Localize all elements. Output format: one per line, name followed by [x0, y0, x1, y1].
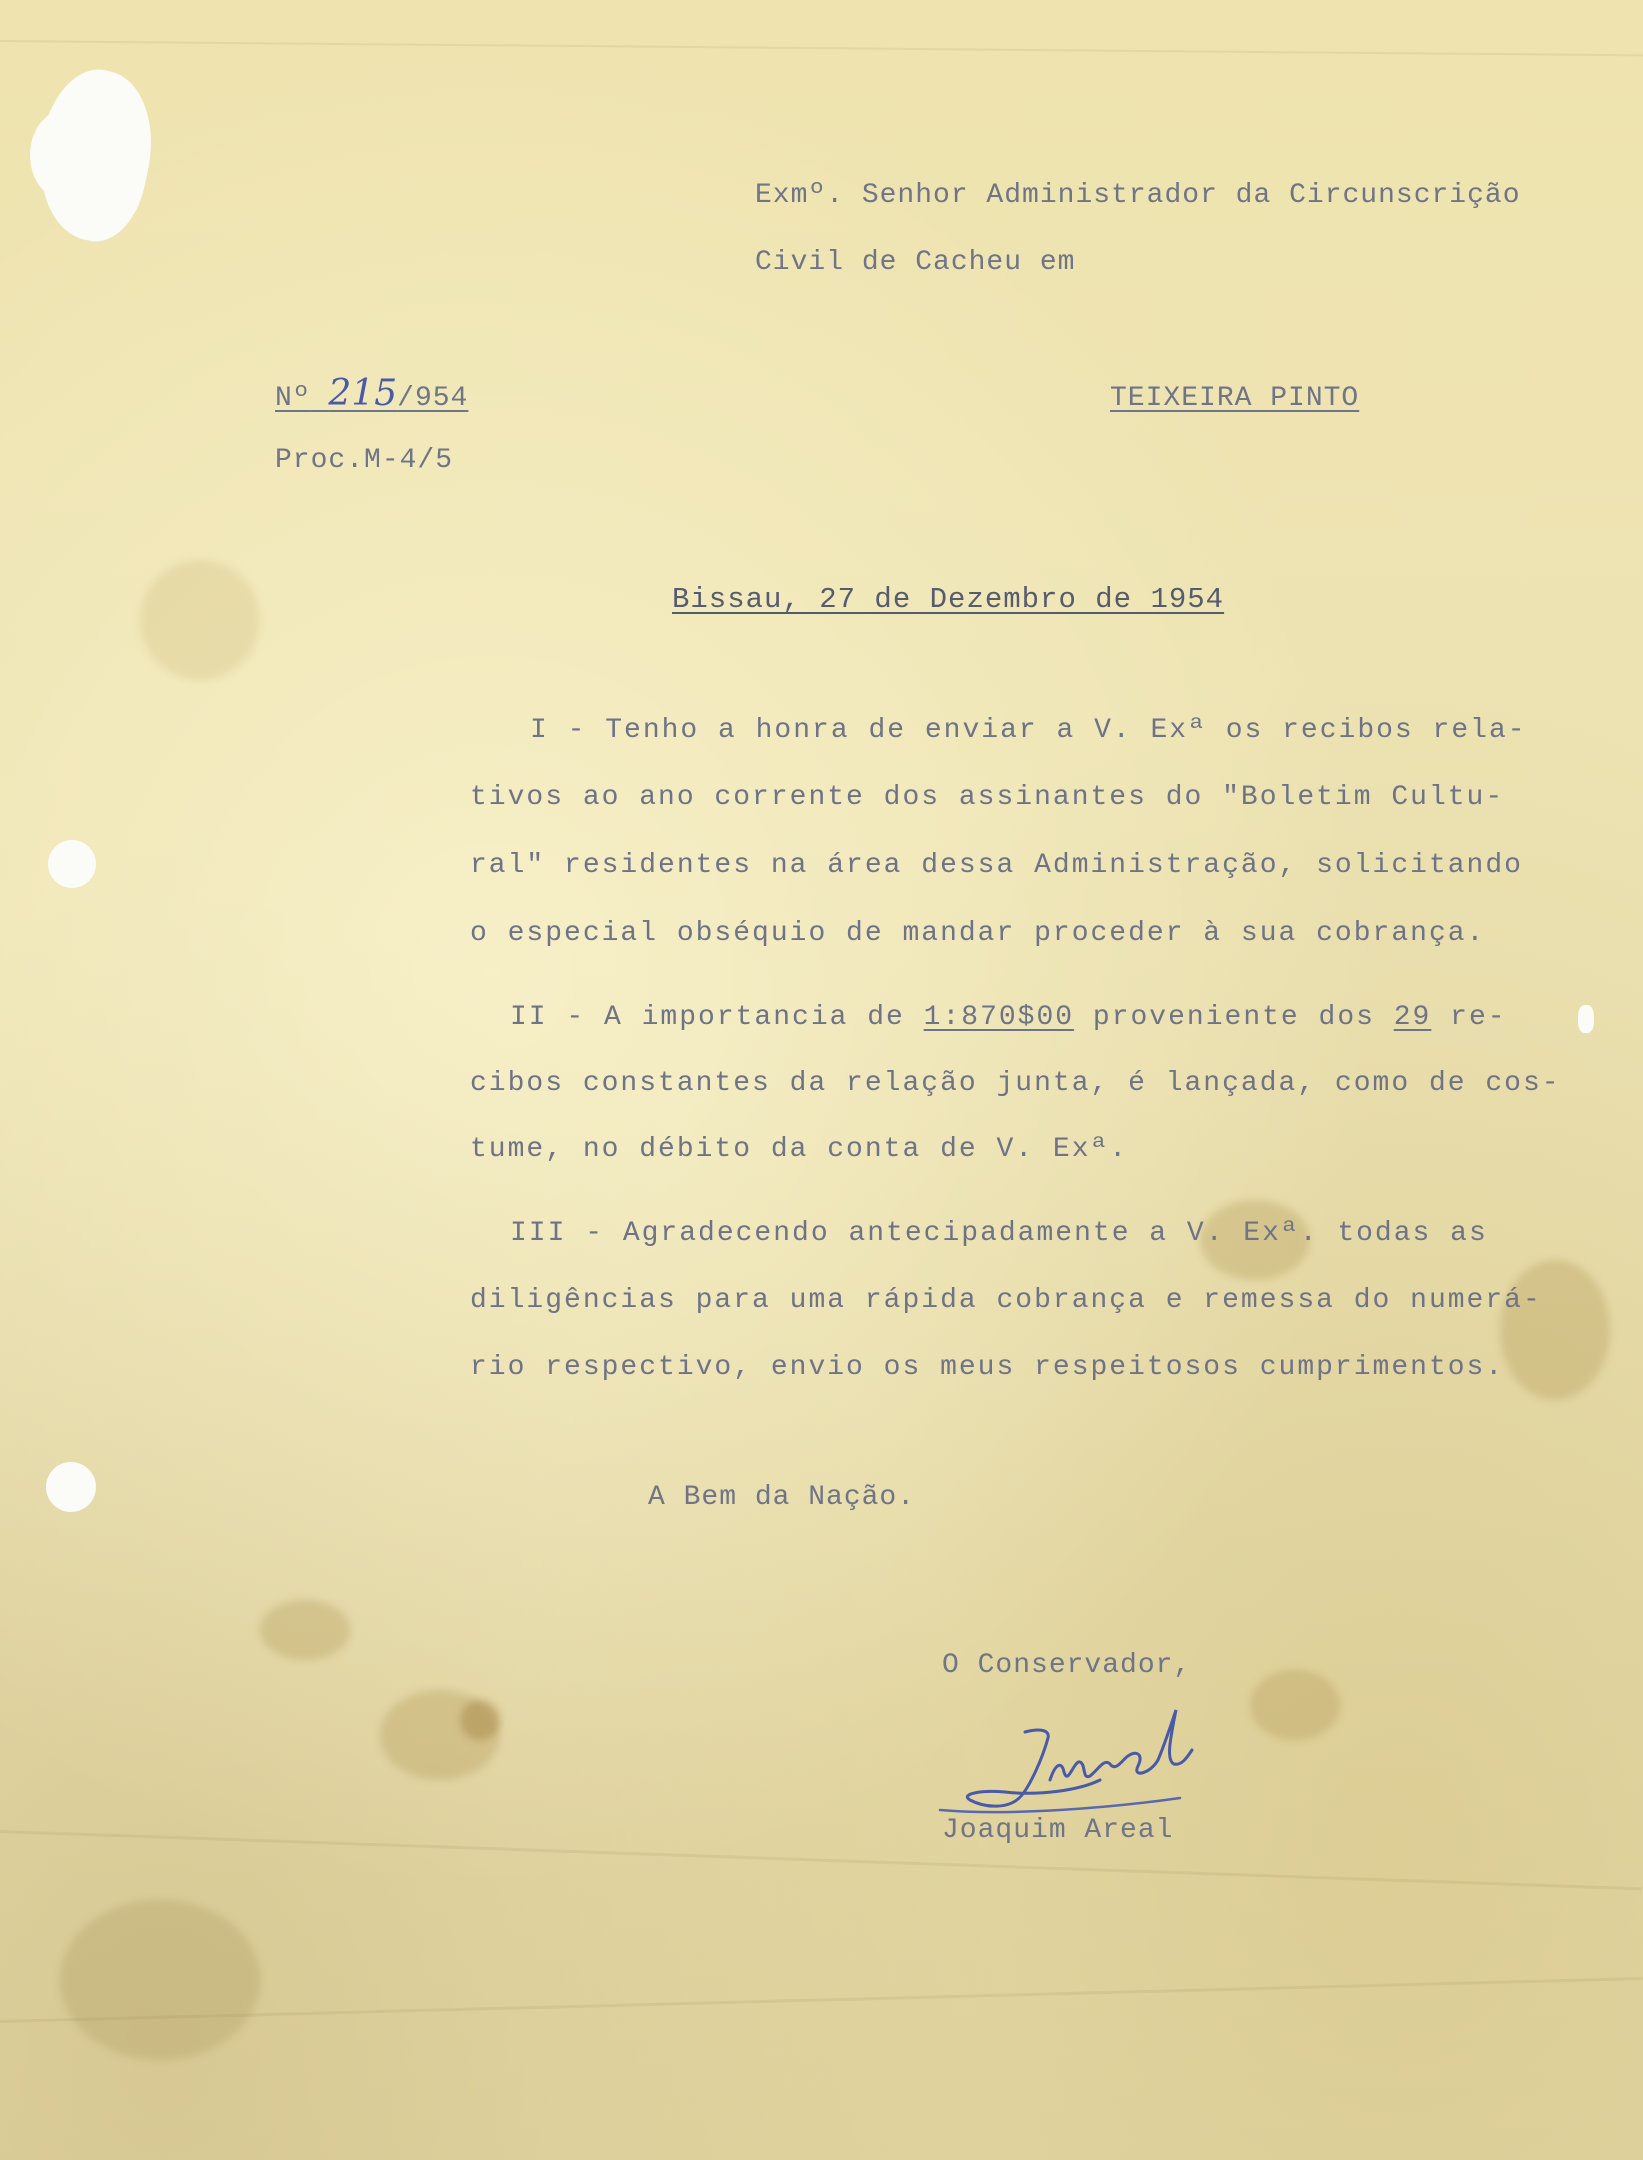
- paragraph-3-line: rio respectivo, envio os meus respeitosos cumprimentos.: [470, 1352, 1505, 1383]
- paragraph-1-line: tivos ao ano corrente dos assinantes do "Boletim Cultu-: [470, 782, 1505, 813]
- paragraph-2-line: [510, 1002, 1630, 1033]
- dateline: Bissau, 27 de Dezembro de 1954: [672, 583, 1225, 616]
- stain: [460, 1700, 500, 1740]
- stain: [1250, 1670, 1340, 1740]
- paragraph-3-line: III - Agradecendo antecipadamente a V. Exª. todas as: [510, 1218, 1488, 1249]
- torn-corner: [30, 110, 100, 200]
- stain: [60, 1900, 260, 2060]
- closing-salutation: A Bem da Nação.: [648, 1482, 916, 1513]
- recipient-line-2: Civil de Cacheu em: [755, 247, 1076, 278]
- signatory-title: O Conservador,: [942, 1650, 1192, 1681]
- stain: [140, 560, 260, 680]
- signatory-name: Joaquim Areal: [942, 1815, 1174, 1846]
- reference-number: [275, 373, 468, 414]
- reference-prefix: Nº: [275, 383, 311, 414]
- paragraph-1-line: I - Tenho a honra de enviar a V. Exª os recibos rela-: [530, 715, 1527, 746]
- amount-value: 1:870$00: [923, 1002, 1075, 1033]
- punch-hole: [46, 1462, 96, 1512]
- reference-handwritten-number: 215: [328, 373, 398, 414]
- paragraph-2-text: re-: [1431, 1002, 1507, 1033]
- paragraph-1-line: ral" residentes na área dessa Administração, solicitando: [470, 850, 1523, 881]
- punch-hole: [48, 840, 96, 888]
- reference-year: /954: [397, 383, 469, 414]
- crease: [0, 40, 1643, 56]
- receipt-count: 29: [1393, 1002, 1432, 1033]
- process-reference: Proc.M-4/5: [275, 445, 454, 476]
- paragraph-2-text: II - A importancia de: [510, 1002, 924, 1033]
- recipient-place: TEIXEIRA PINTO: [1110, 383, 1360, 414]
- paragraph-2-line: tume, no débito da conta de V. Exª.: [470, 1134, 1129, 1165]
- paragraph-2-line: cibos constantes da relação junta, é lançada, como de cos-: [470, 1068, 1561, 1099]
- handwritten-signature: [930, 1700, 1220, 1830]
- paragraph-2-text: proveniente dos: [1074, 1002, 1394, 1033]
- paragraph-1-line: o especial obséquio de mandar proceder à sua cobrança.: [470, 918, 1486, 949]
- recipient-line-1: Exmº. Senhor Administrador da Circunscrição: [755, 180, 1521, 211]
- paragraph-3-line: diligências para uma rápida cobrança e remessa do numerá-: [470, 1285, 1542, 1316]
- crease: [0, 1830, 1642, 1890]
- stain: [260, 1600, 350, 1660]
